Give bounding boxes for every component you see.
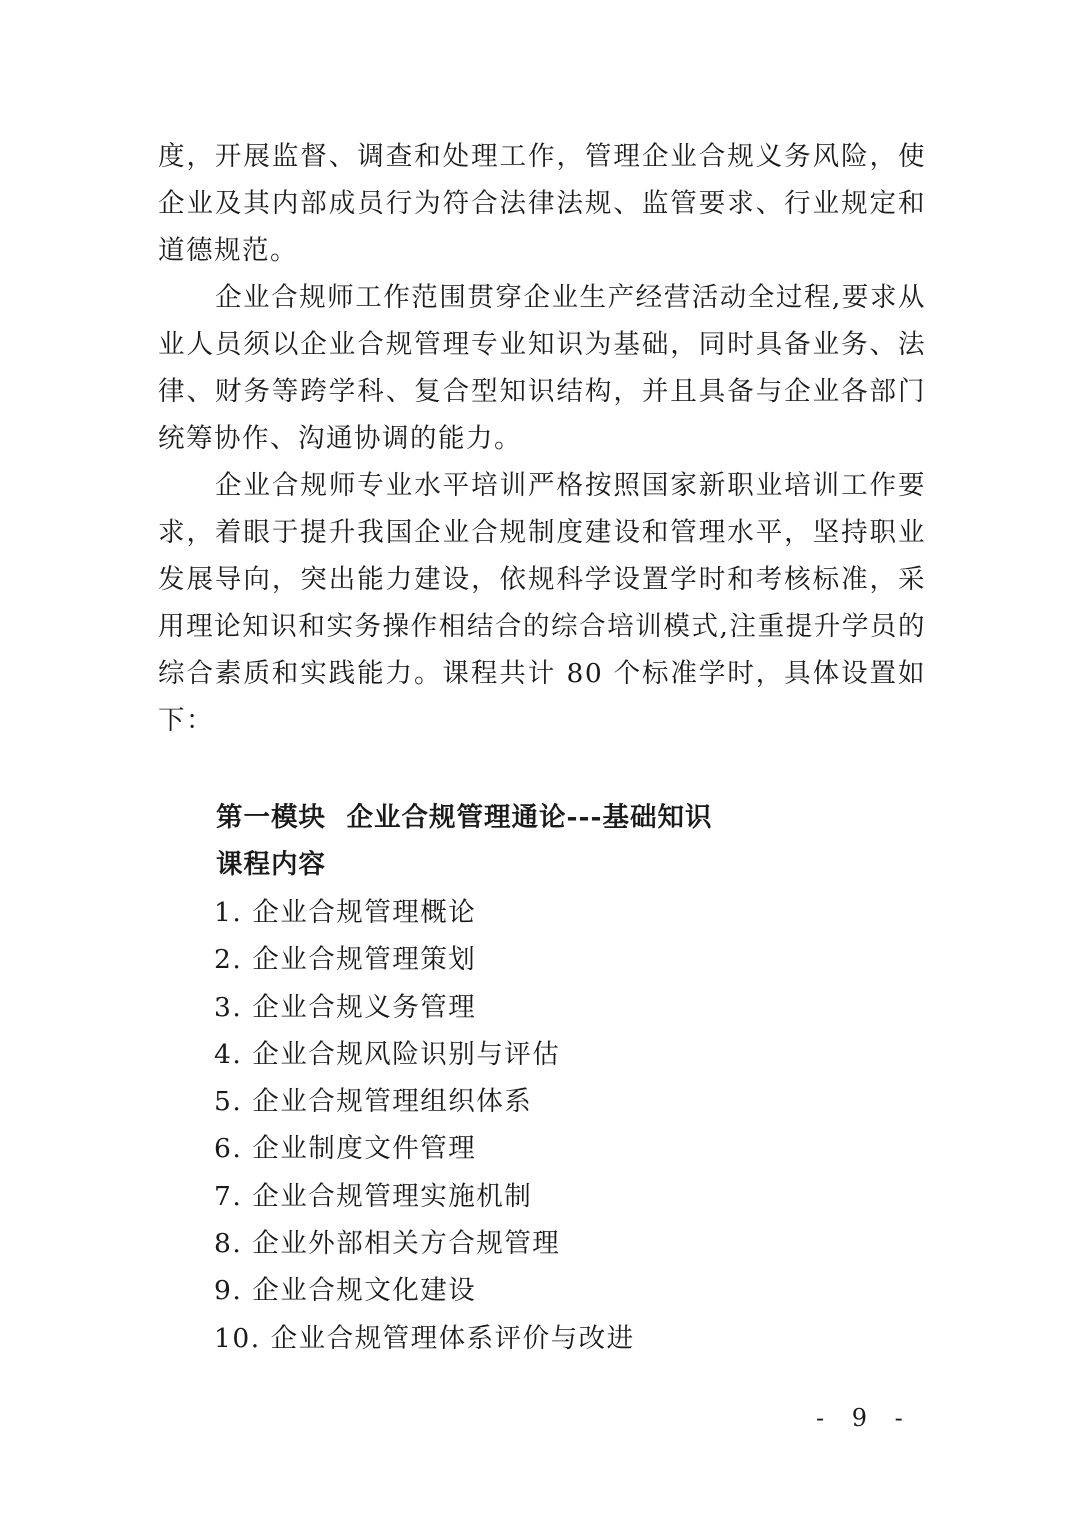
- paragraph-continuation: 度，开展监督、调查和处理工作，管理企业合规义务风险，使企业及其内部成员行为符合法律法规、监管要求、行业规定和道德规范。: [158, 141, 926, 266]
- paragraph-training: 企业合规师专业水平培训严格按照国家新职业培训工作要求，着眼于提升我国企业合规制度建设和管理水平，坚持职业发展导向，突出能力建设，依规科学设置学时和考核标准，采用理论知识和实务操作相结合的综合培训模式,注重提升学员的综合素质和实践能力。课程共计 80 个标准学时，具体设置如下：: [158, 470, 926, 736]
- list-item: 2. 企业合规管理策划: [214, 944, 477, 976]
- list-item: 10. 企业合规管理体系评价与改进: [214, 1322, 635, 1354]
- paragraph-scope: 企业合规师工作范围贯穿企业生产经营活动全过程,要求从业人员须以企业合规管理专业知识为基础，同时具备业务、法律、财务等跨学科、复合型知识结构，并且具备与企业各部门统筹协作、沟通协调的能力。: [158, 282, 926, 454]
- module-title: 第一模块 企业合规管理通论---基础知识: [216, 802, 713, 833]
- list-item: 1. 企业合规管理概论: [214, 897, 477, 928]
- list-item: 6. 企业制度文件管理: [214, 1133, 477, 1165]
- list-item: 3. 企业合规义务管理: [214, 991, 477, 1023]
- course-list: [214, 889, 635, 1362]
- list-item: 4. 企业合规风险识别与评估: [214, 1038, 561, 1070]
- page-number: - 9 -: [816, 1404, 913, 1432]
- list-item: 7. 企业合规管理实施机制: [214, 1180, 533, 1212]
- body-text: [158, 133, 926, 744]
- course-content-heading: 课程内容: [216, 849, 326, 880]
- list-item: 5. 企业合规管理组织体系: [214, 1086, 533, 1118]
- list-item: 9. 企业合规文化建设: [214, 1275, 477, 1307]
- list-item: 8. 企业外部相关方合规管理: [214, 1228, 561, 1260]
